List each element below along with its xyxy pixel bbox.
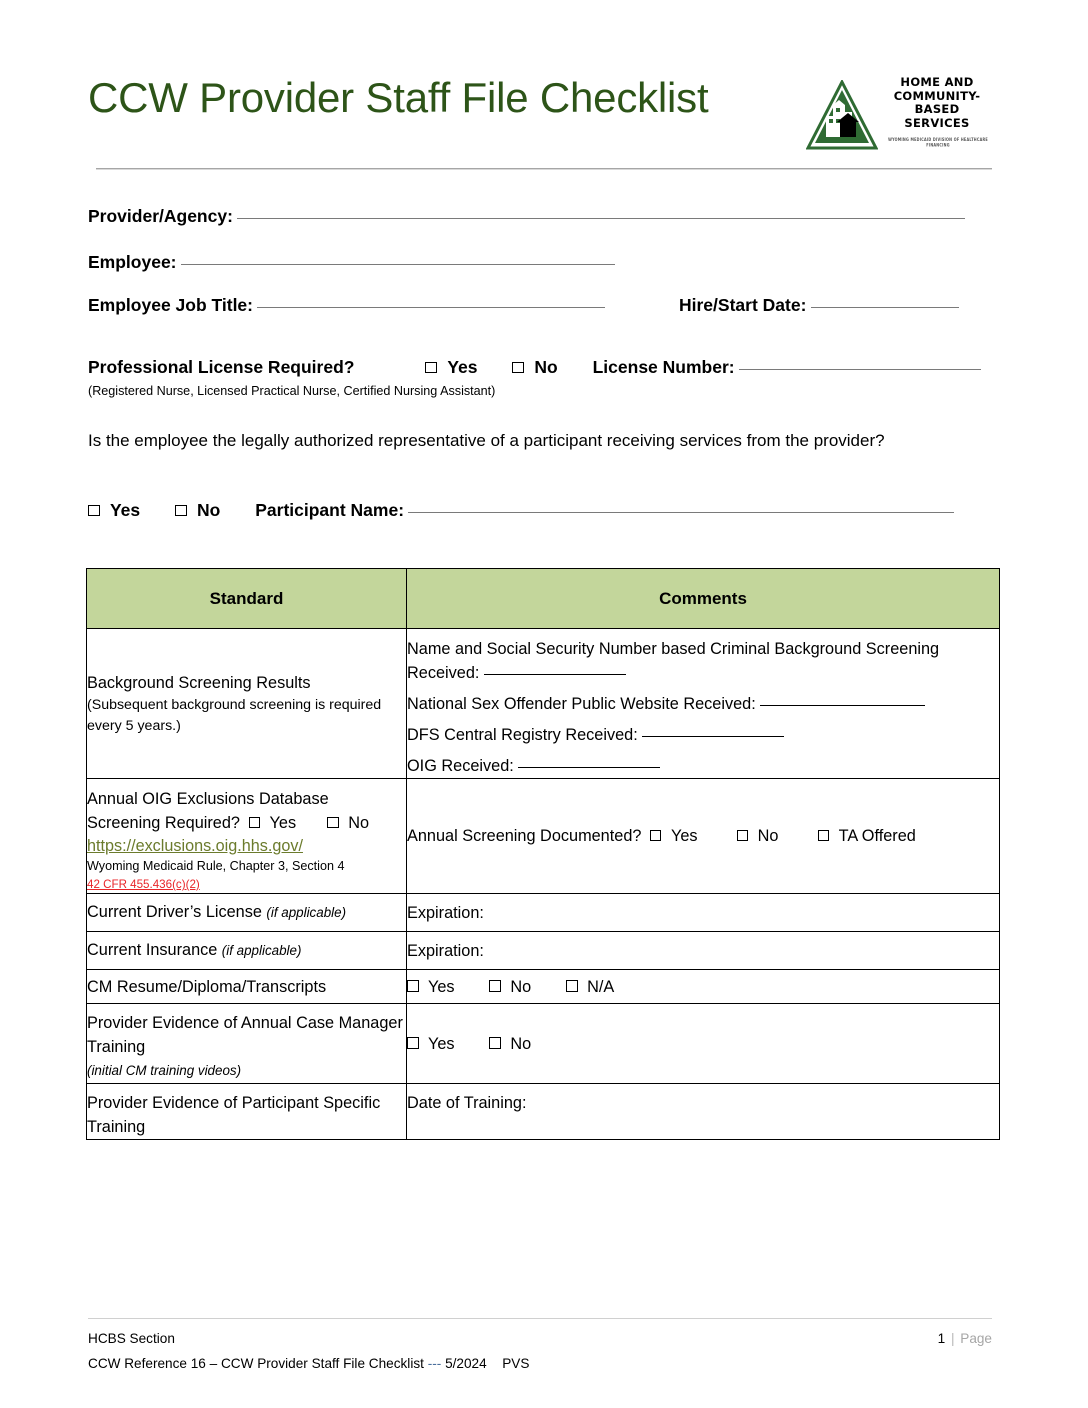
- footer-reference-date: 5/2024: [445, 1356, 487, 1371]
- oig-exclusions-link[interactable]: https://exclusions.oig.hhs.gov/: [87, 837, 303, 855]
- annual-screening-yes-label: Yes: [671, 827, 698, 845]
- standard-title-text: Annual OIG Exclusions Database Screening Required?: [87, 790, 329, 832]
- standard-title: Provider Evidence of Participant Specific Training: [87, 1094, 381, 1136]
- license-no-checkbox[interactable]: [512, 362, 524, 374]
- comment-line: [407, 754, 999, 778]
- license-note: (Registered Nurse, Licensed Practical Nurse, Certified Nursing Assistant): [88, 384, 496, 398]
- hcbs-logo: [806, 76, 992, 162]
- job-title-label: Employee Job Title:: [88, 295, 253, 315]
- logo-subtext: WYOMING MEDICAID DIVISION OF HEALTHCARE FINANCING: [888, 137, 988, 148]
- table-row: [87, 932, 1000, 970]
- footer-reference-initials: PVS: [502, 1356, 530, 1371]
- comments-cell-oig-exclusions: [407, 779, 1000, 894]
- standard-cell-insurance: [87, 932, 407, 970]
- comment-input[interactable]: [484, 674, 626, 675]
- license-required-label: Professional License Required?: [88, 357, 355, 377]
- employee-input[interactable]: [181, 264, 615, 265]
- job-title-input[interactable]: [257, 307, 605, 308]
- comment-label: National Sex Offender Public Website Received:: [407, 695, 756, 713]
- standard-cell-participant-training: [87, 1084, 407, 1140]
- comment-label: Expiration:: [407, 903, 484, 922]
- comments-cell-drivers-license[interactable]: [407, 894, 1000, 932]
- standard-note: (Subsequent background screening is required every 5 years.): [87, 696, 382, 734]
- annual-screening-ta-checkbox[interactable]: [818, 830, 830, 842]
- lar-yes-checkbox[interactable]: [88, 505, 100, 517]
- standard-cell-drivers-license: [87, 894, 407, 932]
- oig-no-checkbox[interactable]: [327, 817, 339, 829]
- cm-resume-no-checkbox[interactable]: [489, 980, 501, 992]
- page-title: CCW Provider Staff File Checklist: [88, 74, 709, 121]
- comment-label: Annual Screening Documented?: [407, 827, 642, 845]
- comment-label: Expiration:: [407, 941, 484, 960]
- cm-resume-na-label: N/A: [587, 977, 615, 996]
- comment-input[interactable]: [760, 705, 925, 706]
- table-row: [87, 894, 1000, 932]
- table-row: [87, 1084, 1000, 1140]
- footer-page-number: 1: [937, 1331, 946, 1346]
- comments-cell-background-screening: [407, 629, 1000, 779]
- standard-title: Current Driver’s License: [87, 903, 262, 921]
- footer-section: HCBS Section: [88, 1331, 175, 1346]
- table-row: [87, 970, 1000, 1004]
- standard-note-italic: (if applicable): [266, 905, 347, 920]
- comments-cell-cm-resume: [407, 970, 1000, 1004]
- job-title-row: [88, 295, 605, 316]
- employee-row: [88, 252, 615, 273]
- annual-screening-no-checkbox[interactable]: [737, 830, 749, 842]
- comment-line: [407, 637, 999, 685]
- license-number-input[interactable]: [739, 369, 981, 370]
- license-yes-label: Yes: [447, 357, 478, 377]
- footer-page-indicator: [938, 1326, 992, 1351]
- hcbs-house-triangle-logo: [806, 80, 878, 152]
- cm-training-yes-label: Yes: [427, 1034, 455, 1053]
- document-header: [88, 72, 992, 162]
- logo-text: HOME AND COMMUNITY-BASED SERVICES: [893, 75, 981, 130]
- lar-yes-label: Yes: [109, 500, 141, 520]
- comment-label: Name and Social Security Number based Criminal Background Screening Received:: [407, 640, 940, 682]
- comment-input[interactable]: [518, 767, 660, 768]
- lar-question: Is the employee the legally authorized representative of a participant receiving services from the provider?: [88, 431, 885, 450]
- standard-title: Provider Evidence of Annual Case Manager Training: [87, 1014, 403, 1056]
- table-row: [87, 629, 1000, 779]
- oig-exclusions-link-wrap[interactable]: [87, 835, 406, 858]
- footer-reference: [88, 1351, 529, 1376]
- footer-page-word: Page: [960, 1331, 992, 1346]
- column-header-comments: Comments: [407, 569, 1000, 629]
- standard-cell-cm-training: [87, 1004, 407, 1084]
- table-row: [87, 779, 1000, 894]
- standard-cell-cm-resume: [87, 970, 407, 1004]
- annual-screening-yes-checkbox[interactable]: [650, 830, 662, 842]
- footer-reference-text: CCW Reference 16 – CCW Provider Staff File Checklist: [88, 1356, 424, 1371]
- license-number-label: License Number:: [592, 357, 735, 377]
- standard-title: Background Screening Results: [87, 673, 311, 692]
- standard-title: CM Resume/Diploma/Transcripts: [87, 977, 327, 996]
- table-row: [87, 1004, 1000, 1084]
- cm-resume-no-label: No: [510, 977, 532, 996]
- provider-agency-input[interactable]: [237, 218, 965, 219]
- provider-agency-label: Provider/Agency:: [88, 206, 233, 226]
- rule-citation: Wyoming Medicaid Rule, Chapter 3, Section 4: [87, 859, 345, 873]
- comments-cell-cm-training: [407, 1004, 1000, 1084]
- cm-training-no-checkbox[interactable]: [489, 1037, 501, 1049]
- annual-screening-no-label: No: [757, 827, 779, 845]
- standard-title: Current Insurance: [87, 941, 218, 959]
- comment-input[interactable]: [642, 736, 784, 737]
- participant-name-input[interactable]: [408, 512, 954, 513]
- standard-note-italic: (if applicable): [221, 943, 302, 958]
- standard-cell-oig-exclusions: [87, 779, 407, 894]
- standard-note-italic: (initial CM training videos): [87, 1063, 242, 1078]
- footer-divider: [88, 1318, 992, 1319]
- standard-title: [87, 787, 406, 835]
- cm-resume-yes-label: Yes: [427, 977, 455, 996]
- lar-no-checkbox[interactable]: [175, 505, 187, 517]
- comment-line: [407, 692, 999, 716]
- comment-line: [407, 824, 999, 848]
- oig-no-label: No: [348, 814, 370, 832]
- cfr-citation-wrap: [87, 875, 406, 893]
- hire-date-input[interactable]: [811, 307, 959, 308]
- comment-line: [407, 723, 999, 747]
- footer-page-separator: |: [950, 1331, 955, 1346]
- standard-cell-background-screening: [87, 629, 407, 779]
- license-yes-checkbox[interactable]: [425, 362, 437, 374]
- lar-answer-row: [88, 500, 954, 521]
- employee-label: Employee:: [88, 252, 177, 272]
- comments-cell-participant-training[interactable]: [407, 1084, 1000, 1140]
- footer-reference-dash: ---: [427, 1356, 442, 1371]
- comment-label: Date of Training:: [407, 1094, 527, 1112]
- hire-date-row: [679, 295, 959, 316]
- comment-label: OIG Received:: [407, 757, 514, 775]
- license-required-row: [88, 357, 981, 378]
- column-header-standard: Standard: [87, 569, 407, 629]
- comment-label: DFS Central Registry Received:: [407, 726, 638, 744]
- comments-cell-insurance[interactable]: [407, 932, 1000, 970]
- hire-date-label: Hire/Start Date:: [679, 295, 807, 315]
- provider-agency-row: [88, 206, 965, 227]
- header-divider: [96, 168, 992, 170]
- table-header-row: [87, 569, 1000, 629]
- license-no-label: No: [534, 357, 558, 377]
- lar-no-label: No: [197, 500, 221, 520]
- annual-screening-ta-label: TA Offered: [838, 827, 916, 845]
- oig-yes-checkbox[interactable]: [249, 817, 261, 829]
- cm-resume-na-checkbox[interactable]: [566, 980, 578, 992]
- oig-yes-label: Yes: [269, 814, 297, 832]
- participant-name-label: Participant Name:: [255, 500, 405, 520]
- cm-training-yes-checkbox[interactable]: [407, 1037, 419, 1049]
- checklist-table: [86, 568, 1000, 1140]
- cfr-citation: 42 CFR 455.436(c)(2): [87, 878, 200, 891]
- cm-resume-yes-checkbox[interactable]: [407, 980, 419, 992]
- cm-training-no-label: No: [510, 1034, 532, 1053]
